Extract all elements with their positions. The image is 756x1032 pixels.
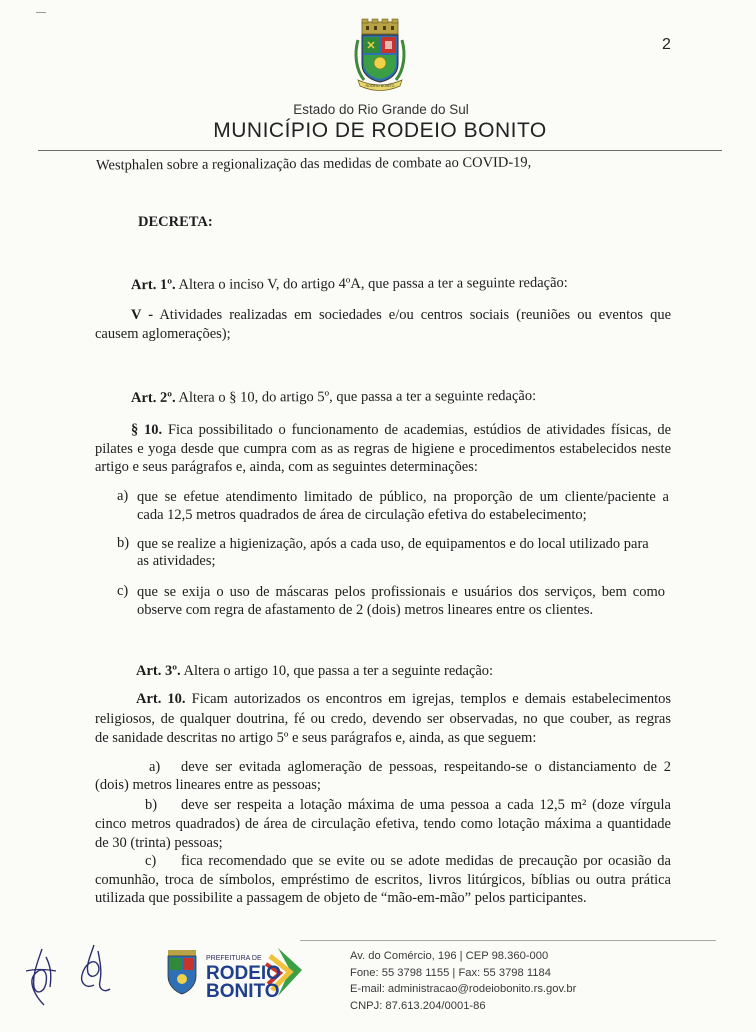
art10-line3: de sanidade descritas no artigo 5º e seus parágrafos e, ainda, as que seguem: [95,730,537,746]
header-divider [38,150,722,151]
footer-phone: Fone: 55 3798 1155 | Fax: 55 3798 1184 [350,966,551,979]
art2-paragraph: Art. 2º. Altera o § 10, do artigo 5º, que passa a ter a seguinte redação: [130,387,537,407]
logo-word-rodeio: RODEIO [206,963,281,984]
sub-b-label: b) [145,797,158,813]
scan-mark [36,12,46,13]
sub-b-line2: cinco metros quadrados) de área de circulação efetiva, tendo como lotação máxima a quantidade [95,816,671,832]
sub-c-line1: fica recomendado que se evite ou se adote medidas de precaução por ocasião da [181,853,671,869]
item-b-line1: que se realize a higienização, após a cada uso, de equipamentos e do local utilizado para [137,536,649,552]
inciso-v-line2: causem aglomerações); [95,326,231,342]
item-c-label: c) [117,583,129,599]
decreta-heading: DECRETA: [138,214,213,230]
sub-a-label: a) [149,759,161,775]
logo-caption: PREFEITURA DE [206,955,262,962]
item-b-line2: as atividades; [137,553,216,569]
municipality-title: MUNICÍPIO DE RODEIO BONITO [213,119,547,142]
sub-c-line2: comunhão, troca de símbolos, empréstimo de escritos, livros litúrgicos, bíblias ou outra prática [95,872,671,888]
footer-divider [300,940,716,941]
intro-line: Westphalen sobre a regionalização das medidas de combate ao COVID-19, [95,154,532,174]
paragraph-10-line3: artigo e seus parágrafos e, ainda, com as seguintes determinações: [95,459,478,475]
footer-contact [350,948,576,1014]
sub-b-line1: deve ser respeita a lotação máxima de uma pessoa a cada 12,5 m² (doze vírgula [181,797,671,813]
paragraph-10-line1: § 10. Fica possibilitado o funcionamento de academias, estúdios de atividades físicas, de [131,422,672,438]
footer-cnpj: CNPJ: 87.613.204/0001-86 [350,999,486,1012]
page-number: 2 [662,36,671,53]
item-a-line2: cada 12,5 metros quadrados de área de circulação efetiva do estabelecimento; [137,507,587,523]
art10-line2: religiosos, de qualquer doutrina, fé ou credo, devendo ser observadas, no que couber, as regras [95,711,671,727]
art10-line1: Art. 10. Ficam autorizados os encontros em igrejas, templos e demais estabelecimentos [136,691,671,707]
art3-paragraph: Art. 3º. Altera o artigo 10, que passa a ter a seguinte redação: [136,663,494,679]
item-a-label: a) [117,488,129,504]
item-c-line1: que se exija o uso de máscaras pelos profissionais e usuários dos serviços, bem como [137,584,665,600]
paragraph-10-line2: pilates e yoga desde que cumpra com as as regras de higiene e procedimentos estabelecidos neste [95,441,671,457]
footer-address: Av. do Comércio, 196 | CEP 98.360-000 [350,950,549,962]
logo-word-bonito: BONITO [206,981,280,1000]
sub-b-line3: de 30 (trinta) pessoas; [95,835,223,851]
state-name: Estado do Rio Grande do Sul [293,102,469,117]
crest-ribbon-text: RODEIO BONITO [365,84,395,88]
prefeitura-logo-icon [166,946,306,1000]
inciso-v-line1: V - Atividades realizadas em sociedades e/ou centros sociais (reuniões ou eventos que [131,307,671,323]
handwritten-signature-icon [20,935,128,1013]
art1-paragraph: Art. 1º. Altera o inciso V, do artigo 4ºA, que passa a ter a seguinte redação: [130,274,568,294]
sub-c-label: c) [145,853,157,869]
sub-a-line2: (dois) metros lineares entre as pessoas; [95,777,321,793]
municipal-crest-icon [352,18,408,92]
footer-email: E-mail: administracao@rodeiobonito.rs.gov.br [350,983,577,996]
item-c-line2: observe com regra de afastamento de 2 (dois) metros lineares entre os clientes. [137,602,594,618]
item-a-line1: que se efetue atendimento limitado de público, na proporção de um cliente/paciente a [137,489,669,505]
sub-c-line3: utilizada que possibilite a passagem de objeto de “mão-em-mão” pelos participantes. [95,890,587,906]
sub-a-line1: deve ser evitada aglomeração de pessoas, respeitando-se o distanciamento de 2 [181,759,671,775]
item-b-label: b) [117,535,130,551]
